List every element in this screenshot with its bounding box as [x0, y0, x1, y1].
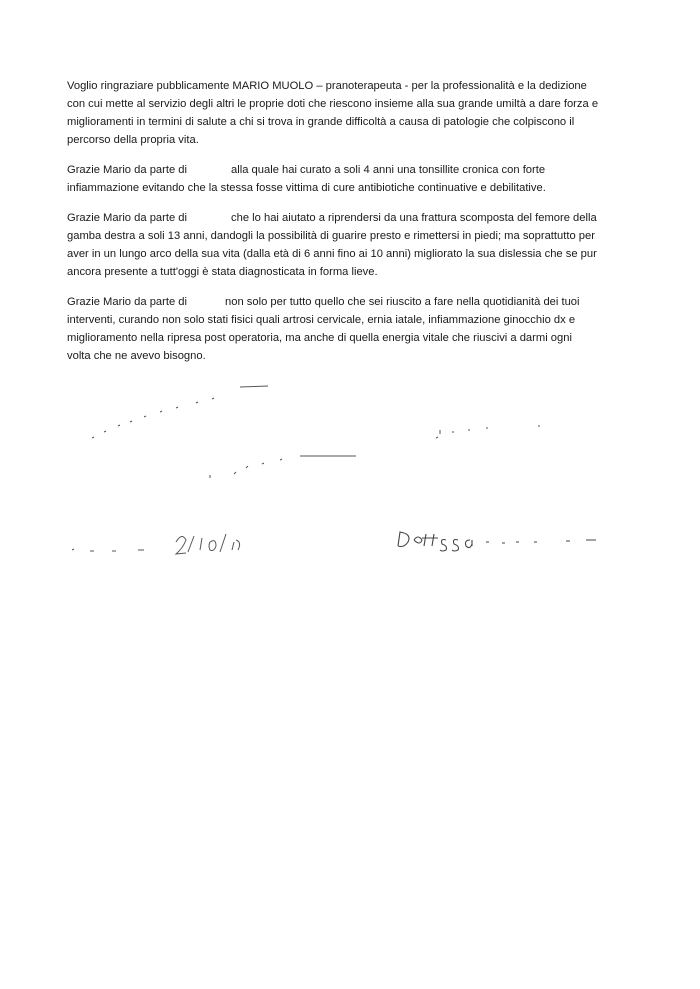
redacted-name	[187, 304, 225, 305]
signature-remnants	[0, 370, 700, 570]
text-line: miglioramento nella ripresa post operatoria, ma anche di quella energia vitale che riuscivi a darmi ogni	[67, 332, 572, 344]
redacted-name	[187, 220, 231, 221]
dottssa-handwriting	[398, 532, 596, 551]
text-line: infiammazione evitando che la stessa fosse vittima di cure antibiotiche continuative e debilitative.	[67, 182, 546, 194]
thanks-prefix: Grazie Mario da parte di	[67, 164, 188, 176]
text-line	[67, 293, 642, 311]
thanks-suffix: alla quale hai curato a soli 4 anni una tonsillite cronica con forte	[231, 164, 546, 176]
date-line-remnants	[72, 534, 240, 554]
thanks-prefix: Grazie Mario da parte di	[67, 296, 188, 308]
text-line: volta che ne avevo bisogno.	[67, 350, 206, 362]
text-line: miglioramenti in termini di salute a chi si trova in grande difficoltà a causa di patologie che colpiscono il	[67, 116, 575, 128]
thanks-suffix: che lo hai aiutato a riprendersi da una frattura scomposta del femore della	[231, 212, 597, 224]
signature-area	[0, 370, 700, 570]
paragraph-thanks-1	[67, 161, 642, 197]
text-line: interventi, curando non solo stati fisici quali artrosi cervicale, ernia iatale, infiammazione ginocchio dx e	[67, 314, 576, 326]
paragraph-thanks-3	[67, 293, 642, 365]
paragraph-thanks-2	[67, 209, 642, 281]
text-line: ancora presente a tutt'oggi è stata diagnosticata in forma lieve.	[67, 266, 378, 278]
thanks-suffix: non solo per tutto quello che sei riuscito a fare nella quotidianità dei tuoi	[225, 296, 580, 308]
signature-strokes-right	[436, 426, 540, 438]
text-line	[67, 161, 642, 179]
text-line: gamba destra a soli 13 anni, dandogli la possibilità di guarire presto e rimettersi in piedi; ma soprattutto per	[67, 230, 595, 242]
text-line: con cui mette al servizio degli altri le proprie doti che riescono insieme alla sua grande umiltà a dare forza e	[67, 98, 599, 110]
text-line	[67, 209, 642, 227]
text-line: percorso della propria vita.	[67, 134, 199, 146]
thanks-prefix: Grazie Mario da parte di	[67, 212, 188, 224]
text-line: Voglio ringraziare pubblicamente MARIO MUOLO – pranoterapeuta - per la professionalità e la dedizione	[67, 80, 587, 92]
redacted-name	[187, 172, 231, 173]
text-line: aver in un lungo arco della sua vita (dalla età di 6 anni fino ai 10 anni) migliorato la sua dislessia che se pur	[67, 248, 597, 260]
signature-strokes-left	[92, 386, 356, 478]
letter-body	[67, 77, 642, 377]
paragraph-intro	[67, 77, 642, 149]
